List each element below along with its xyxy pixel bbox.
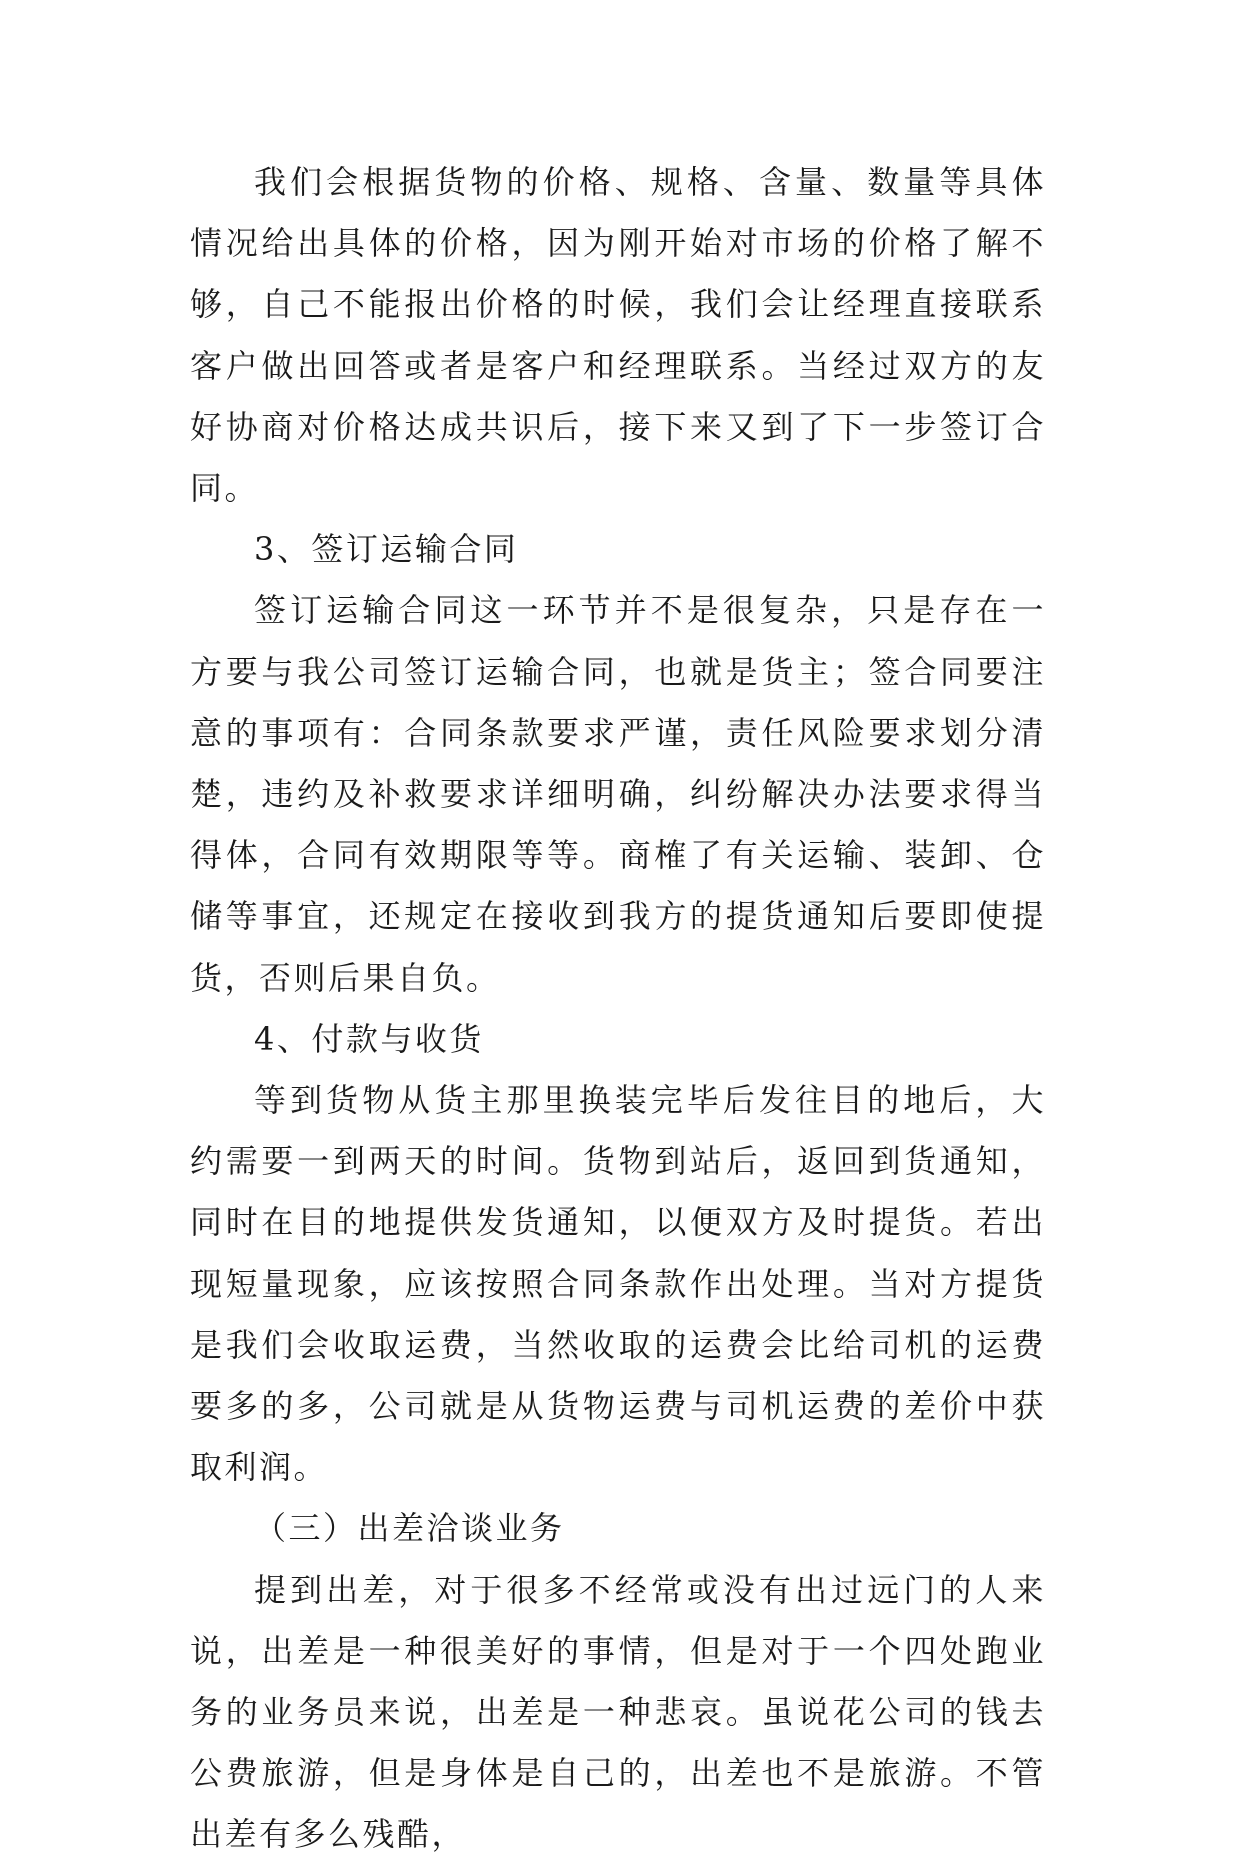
heading-business-trip: （三）出差洽谈业务	[254, 1509, 565, 1548]
heading-sign-contract: 3、签订运输合同	[254, 530, 519, 569]
paragraph-price-quote: 我们会根据货物的价格、规格、含量、数量等具体情况给出具体的价格，因为刚开始对市场的价格了解不够，自己不能报出价格的时候，我们会让经理直接联系客户做出回答或者是客户和经理联系。当经过双方的友好协商对价格达成共识后，接下来又到了下一步签订合同。	[190, 163, 1046, 508]
paragraph-payment-details: 等到货物从货主那里换装完毕后发往目的地后，大约需要一到两天的时间。货物到站后，返回到货通知，同时在目的地提供发货通知，以便双方及时提货。若出现短量现象，应该按照合同条款作出处理。当对方提货是我们会收取运费，当然收取的运费会比给司机的运费要多的多，公司就是从货物运费与司机运费的差价中获取利润。	[190, 1081, 1046, 1487]
heading-payment-receipt: 4、付款与收货	[254, 1019, 484, 1058]
paragraph-contract-details: 签订运输合同这一环节并不是很复杂，只是存在一方要与我公司签订运输合同，也就是货主；签合同要注意的事项有：合同条款要求严谨，责任风险要求划分清楚，违约及补救要求详细明确，纠纷解决办法要求得当得体，合同有效期限等等。商榷了有关运输、装卸、仓储等事宜，还规定在接收到我方的提货通知后要即使提货，否则后果自负。	[190, 591, 1046, 997]
paragraph-business-trip: 提到出差，对于很多不经常或没有出过远门的人来说，出差是一种很美好的事情，但是对于一个四处跑业务的业务员来说，出差是一种悲哀。虽说花公司的钱去公费旅游，但是身体是自己的，出差也不是旅游。不管出差有多么残酷，	[190, 1570, 1046, 1854]
